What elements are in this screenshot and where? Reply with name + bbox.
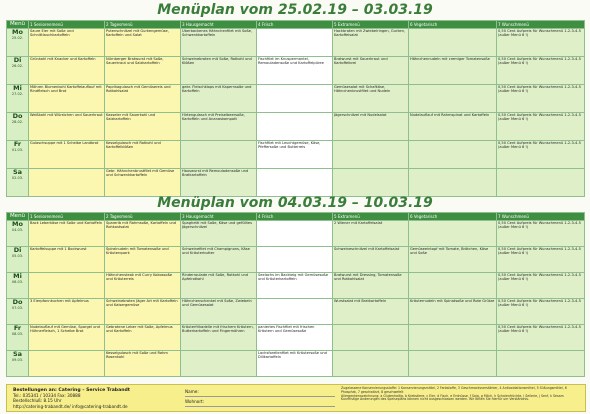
- menu-cell[interactable]: 0,50 Cent Aufpreis für Wunschmenü 1-2-3-4-5 (außer Menü 6 !): [497, 221, 585, 247]
- menu-cell[interactable]: Hähnchennudeln mit cremiger Tomatensoße: [409, 57, 497, 85]
- order-info: [13, 387, 183, 409]
- week1-table: [6, 20, 585, 197]
- table-row: [7, 325, 585, 351]
- menu-cell[interactable]: Kräuternudeln mit Spinatsoße und Rote Grütze: [409, 299, 497, 325]
- day-date: 09.03.: [11, 358, 24, 362]
- menu-cell[interactable]: Schweinefilet mit Champignons, Käse und Kräuterbutter: [181, 247, 257, 273]
- order-deadline: Bestellschluß: 8.15 Uhr: [13, 398, 62, 404]
- menu-cell[interactable]: Hackbraten mit Zwiebelringen, Gurken, Kartoffelsalat: [333, 29, 409, 57]
- menu-cell[interactable]: [181, 141, 257, 169]
- day-date: 25.02.: [11, 36, 24, 40]
- order-tel: Tel.: 035341 / 10334 Fax: 30888: [13, 393, 81, 399]
- menu-cell[interactable]: Spaghetti mit Soße, Käse und gefülltes Jägerschnitzel: [181, 221, 257, 247]
- day-label: Di: [13, 56, 22, 64]
- column-header: 4 Frisch: [257, 213, 333, 221]
- menu-cell[interactable]: Kartoffelsuppe mit 1 Bockwurst: [29, 247, 105, 273]
- menu-cell[interactable]: [29, 351, 105, 377]
- column-header: 7 Wunschmenü: [497, 21, 585, 29]
- column-header: 7 Wunschmenü: [497, 213, 585, 221]
- day-cell: [7, 299, 29, 325]
- menu-cell[interactable]: Putenschnitzel mit Gurkengemüse, Kartoffeln und Salat: [105, 29, 181, 57]
- week1-title: Menüplan vom 25.02.19 – 03.03.19: [157, 2, 433, 18]
- menu-cell[interactable]: [257, 169, 333, 197]
- menu-cell[interactable]: [333, 169, 409, 197]
- menu-cell[interactable]: Sparerib mit Rahmsoße, Kartoffeln und Rohkostsalat: [105, 221, 181, 247]
- day-date: 01.03.: [11, 148, 24, 152]
- table-row: [7, 169, 585, 197]
- menu-cell[interactable]: [29, 273, 105, 299]
- menu-cell[interactable]: paniertes Fischfilet mit frischen Kräutern und Gemüsesoße: [257, 325, 333, 351]
- menu-cell[interactable]: Nudelauflauf mit Rahmspinat und Kartoffeln: [409, 113, 497, 141]
- table-row: [7, 221, 585, 247]
- table-row: [7, 273, 585, 299]
- menu-cell[interactable]: [409, 325, 497, 351]
- column-header: 1 Seniorenmenü: [29, 213, 105, 221]
- menu-cell[interactable]: Kasseler mit Sauerkohl und Salzkartoffeln: [105, 113, 181, 141]
- menu-cell[interactable]: Überbackenes Hähnchenfilet mit Soße, Schwenkkartoffeln: [181, 29, 257, 57]
- menu-cell[interactable]: [409, 169, 497, 197]
- menu-cell[interactable]: Schweinebraten mit Soße, Rotkohl und Klößen: [181, 57, 257, 85]
- day-date: 05.03.: [11, 254, 24, 258]
- menu-cell[interactable]: [29, 169, 105, 197]
- menu-cell[interactable]: [409, 351, 497, 377]
- menu-cell[interactable]: 0,50 Cent Aufpreis für Wunschmenü 1-2-3-4-5 (außer Menü 6 !): [497, 141, 585, 169]
- table-row: [7, 299, 585, 325]
- customer-fields: [185, 387, 335, 407]
- column-header: Menü: [7, 21, 29, 29]
- day-cell: [7, 141, 29, 169]
- column-header: 3 Hausgemacht: [181, 21, 257, 29]
- menu-cell[interactable]: Gulaschsuppe mit 1 Scheibe Landbrot: [29, 141, 105, 169]
- menu-cell[interactable]: Fischfilet im Knuspermantel, Remouladensoße und Kartoffelpüree: [257, 57, 333, 85]
- column-header: 2 Tagesmenü: [105, 21, 181, 29]
- day-date: 02.03.: [11, 176, 24, 180]
- day-label: Fr: [13, 324, 22, 332]
- day-label: Do: [12, 112, 23, 120]
- menu-cell[interactable]: Wurstsalat mit Bratkartoffeln: [333, 299, 409, 325]
- menu-cell[interactable]: [257, 221, 333, 247]
- menu-cell[interactable]: 0,50 Cent Aufpreis für Wunschmenü 1-2-3-4-5 (außer Menü 6 !): [497, 299, 585, 325]
- column-header: 5 Extramenü: [333, 213, 409, 221]
- day-cell: [7, 57, 29, 85]
- allergen-note: Allergenkennzeichnung: a Glutenhaltig, b Krebstiere, c Eier, d Fisch, e Erdnüsse, f Soja, g Milch, h Schalenfrüchte, i Sellerie, j Senf, k Sesam: [341, 393, 564, 398]
- menu-cell[interactable]: [497, 169, 585, 197]
- menu-cell[interactable]: 0,50 Cent Aufpreis für Wunschmenü 1-2-3-4-5 (außer Menü 6 !): [497, 29, 585, 57]
- menu-cell[interactable]: [333, 141, 409, 169]
- menu-cell[interactable]: 3 Eierpfannkuchen mit Apfelmus: [29, 299, 105, 325]
- menu-cell[interactable]: [257, 113, 333, 141]
- day-label: Sa: [12, 350, 23, 358]
- menu-cell[interactable]: [409, 85, 497, 113]
- menu-cell[interactable]: Back Leberkäse mit Soße und Kartoffeln: [29, 221, 105, 247]
- menu-cell[interactable]: Rinderroulade mit Soße, Rotkohl und Apfelrotkohl: [181, 273, 257, 299]
- day-label: Fr: [13, 140, 22, 148]
- menu-cell[interactable]: [333, 325, 409, 351]
- menu-cell[interactable]: [257, 29, 333, 57]
- column-header: 1 Seniorenmenü: [29, 21, 105, 29]
- menu-cell[interactable]: Kesselgulasch mit Soße und Rahm Rosenkohl: [105, 351, 181, 377]
- small-print: Kurzfristige Änderungen des Speiseplans können nicht ausgeschlossen werden. Wir bitten Sie hierfür um Verständnis.: [341, 397, 530, 402]
- day-cell: [7, 325, 29, 351]
- menu-cell[interactable]: Bratwurst mit Sauerkraut und Kartoffelbrei: [333, 57, 409, 85]
- menu-cell[interactable]: Schweineschnitzel mit Kartoffelsalat: [333, 247, 409, 273]
- order-footer: [6, 384, 586, 412]
- menu-cell[interactable]: [409, 29, 497, 57]
- column-header: 5 Extramenü: [333, 21, 409, 29]
- menu-cell[interactable]: Hirtengulasch mit Preiselbeersoße, Kartoffeln und Ananaskompott: [181, 113, 257, 141]
- table-row: [7, 57, 585, 85]
- name-field[interactable]: Name:: [185, 387, 335, 397]
- order-title: Bestellungen an: Catering – Service Trabandt: [13, 388, 130, 393]
- menu-cell[interactable]: Grünkohl mit Knacker und Kartoffeln: [29, 57, 105, 85]
- menu-cell[interactable]: Schweinebraten Jäger Art mit Kartoffeln und Kaisergemüse: [105, 299, 181, 325]
- menu-cell[interactable]: Hauswurst mit Remouladensoße und Bratkartoffeln: [181, 169, 257, 197]
- menu-cell[interactable]: [497, 351, 585, 377]
- menu-cell[interactable]: [257, 299, 333, 325]
- menu-cell[interactable]: Gebr. Hähnchenbrustfilet mit Gemüse und Schwenkkartoffeln: [105, 169, 181, 197]
- menu-cell[interactable]: Gebratene Leber mit Soße, Apfelmus und Kartoffeln: [105, 325, 181, 351]
- menu-cell[interactable]: 0,50 Cent Aufpreis für Wunschmenü 1-2-3-4-5 (außer Menü 6 !): [497, 57, 585, 85]
- table-row: [7, 29, 585, 57]
- table-row: [7, 351, 585, 377]
- menu-cell[interactable]: Spiralnudeln mit Tomatensoße und Kräuterquark: [105, 247, 181, 273]
- menu-cell[interactable]: Hähnchensteak mit Curry Kokossoße und Kräuterreis: [105, 273, 181, 299]
- column-header: 6 Vegetarisch: [409, 213, 497, 221]
- menu-cell[interactable]: Möhren Blumenkohl Kartoffelauflauf mit Rindfleisch und Brot: [29, 85, 105, 113]
- day-cell: [7, 113, 29, 141]
- menu-cell[interactable]: Hähnchenschenkel mit Soße, Zwiebeln und Gemüsesalat: [181, 299, 257, 325]
- menu-cell[interactable]: [257, 247, 333, 273]
- menu-cell[interactable]: Paprikagulasch mit Gemüsereis und Rotkohlsalat: [105, 85, 181, 113]
- column-header: 2 Tagesmenü: [105, 213, 181, 221]
- day-date: 08.03.: [11, 332, 24, 336]
- column-header: Menü: [7, 213, 29, 221]
- day-label: Di: [13, 246, 22, 254]
- menu-cell[interactable]: Bratwurst mit Dressing, Tomatensoße und Rotkohlsalat: [333, 273, 409, 299]
- column-header: 6 Vegetarisch: [409, 21, 497, 29]
- day-cell: [7, 29, 29, 57]
- menu-cell[interactable]: [257, 85, 333, 113]
- table-row: [7, 141, 585, 169]
- day-cell: [7, 273, 29, 299]
- menu-cell[interactable]: Gemüsesalat mit Schafkäse, Hähnchenbrustfilet und Nudeln: [333, 85, 409, 113]
- menu-cell[interactable]: 0,50 Cent Aufpreis für Wunschmenü 1-2-3-4-5 (außer Menü 6 !): [497, 247, 585, 273]
- menu-cell[interactable]: 0,50 Cent Aufpreis für Wunschmenü 1-2-3-4-5 (außer Menü 6 !): [497, 113, 585, 141]
- menu-cell[interactable]: gebr. Fleischklops mit Kapernsoße und Kartoffeln: [181, 85, 257, 113]
- menu-cell[interactable]: Gemüseeintopf mit Tomate, Brötchen, Käse und Soße: [409, 247, 497, 273]
- day-cell: [7, 247, 29, 273]
- table-row: [7, 85, 585, 113]
- day-label: Sa: [12, 168, 23, 176]
- menu-cell[interactable]: Nudelauflauf mit Gemüse, Spargel und Hühnerfleisch, 1 Scheibe Brot: [29, 325, 105, 351]
- menu-cell[interactable]: 0,50 Cent Aufpreis für Wunschmenü 1-2-3-4-5 (außer Menü 6 !): [497, 325, 585, 351]
- day-date: 26.02.: [11, 64, 24, 68]
- day-cell: [7, 169, 29, 197]
- menu-cell[interactable]: [409, 141, 497, 169]
- menu-cell[interactable]: [181, 351, 257, 377]
- menu-cell[interactable]: Jägerschnitzel mit Nudelsalat: [333, 113, 409, 141]
- day-label: Mo: [12, 28, 23, 36]
- additive-note: Zugelassene Konservierungsstoffe: 1 Konservierungsmittel, 2 Farbstoffe, 3 Geschmacksverstärker, 4 Antioxidationsmittel, 5 Süßungsmittel, 6 Phosphat, 7 geschwärzt, 8 geschwefelt: [341, 386, 567, 394]
- day-label: Mo: [12, 220, 23, 228]
- day-date: 06.03.: [11, 280, 24, 284]
- week2-table: [6, 212, 585, 377]
- menu-cell[interactable]: Kesselgulasch mit Rotkohl und Kartoffelklößen: [105, 141, 181, 169]
- menu-cell[interactable]: Saure Eier mit Soße und Schnittlauchkartoffeln: [29, 29, 105, 57]
- menu-cell[interactable]: Nürnberger Bratwurst mit Soße, Sauerkraut und Salzkartoffeln: [105, 57, 181, 85]
- day-date: 28.02.: [11, 120, 24, 124]
- menu-cell[interactable]: Weißkohl mit Würstchen und Sauerkraut: [29, 113, 105, 141]
- day-date: 07.03.: [11, 306, 24, 310]
- day-cell: [7, 351, 29, 377]
- day-date: 27.02.: [11, 92, 24, 96]
- day-cell: [7, 221, 29, 247]
- column-header: 3 Hausgemacht: [181, 213, 257, 221]
- day-cell: [7, 85, 29, 113]
- allergen-info: [341, 387, 581, 402]
- day-label: Mi: [13, 272, 22, 280]
- menu-cell[interactable]: 0,50 Cent Aufpreis für Wunschmenü 1-2-3-4-5 (außer Menü 6 !): [497, 273, 585, 299]
- table-row: [7, 247, 585, 273]
- table-row: [7, 113, 585, 141]
- menu-cell[interactable]: [409, 273, 497, 299]
- week2-title: Menüplan vom 04.03.19 – 10.03.19: [157, 195, 433, 211]
- menu-cell[interactable]: 2 Wiener mit Kartoffelsalat: [333, 221, 409, 247]
- column-header: 4 Frisch: [257, 21, 333, 29]
- menu-cell[interactable]: [409, 221, 497, 247]
- menu-cell[interactable]: Kräuterfrikadelle mit frischem Kräutern, Butterkartoffeln und Fingermöhren: [181, 325, 257, 351]
- menu-cell[interactable]: Seelachs im Backteig mit Gemüsesoße und Kräuterkartoffeln: [257, 273, 333, 299]
- address-field[interactable]: Wohnort:: [185, 397, 335, 407]
- menu-cell[interactable]: Lachsforellenfilet mit Kräutersoße und Dillkartoffeln: [257, 351, 333, 377]
- order-web: http://catering-trabandt.de/ info@catering-trabandt.de: [13, 403, 128, 409]
- day-label: Do: [12, 298, 23, 306]
- day-label: Mi: [13, 84, 22, 92]
- menu-cell[interactable]: 0,50 Cent Aufpreis für Wunschmenü 1-2-3-4-5 (außer Menü 6 !): [497, 85, 585, 113]
- menu-cell[interactable]: [333, 351, 409, 377]
- menu-cell[interactable]: Fischfilet mit Leuchtgemüse, Käse, Pfeffersoße und Butterreis: [257, 141, 333, 169]
- day-date: 04.03.: [11, 228, 24, 232]
